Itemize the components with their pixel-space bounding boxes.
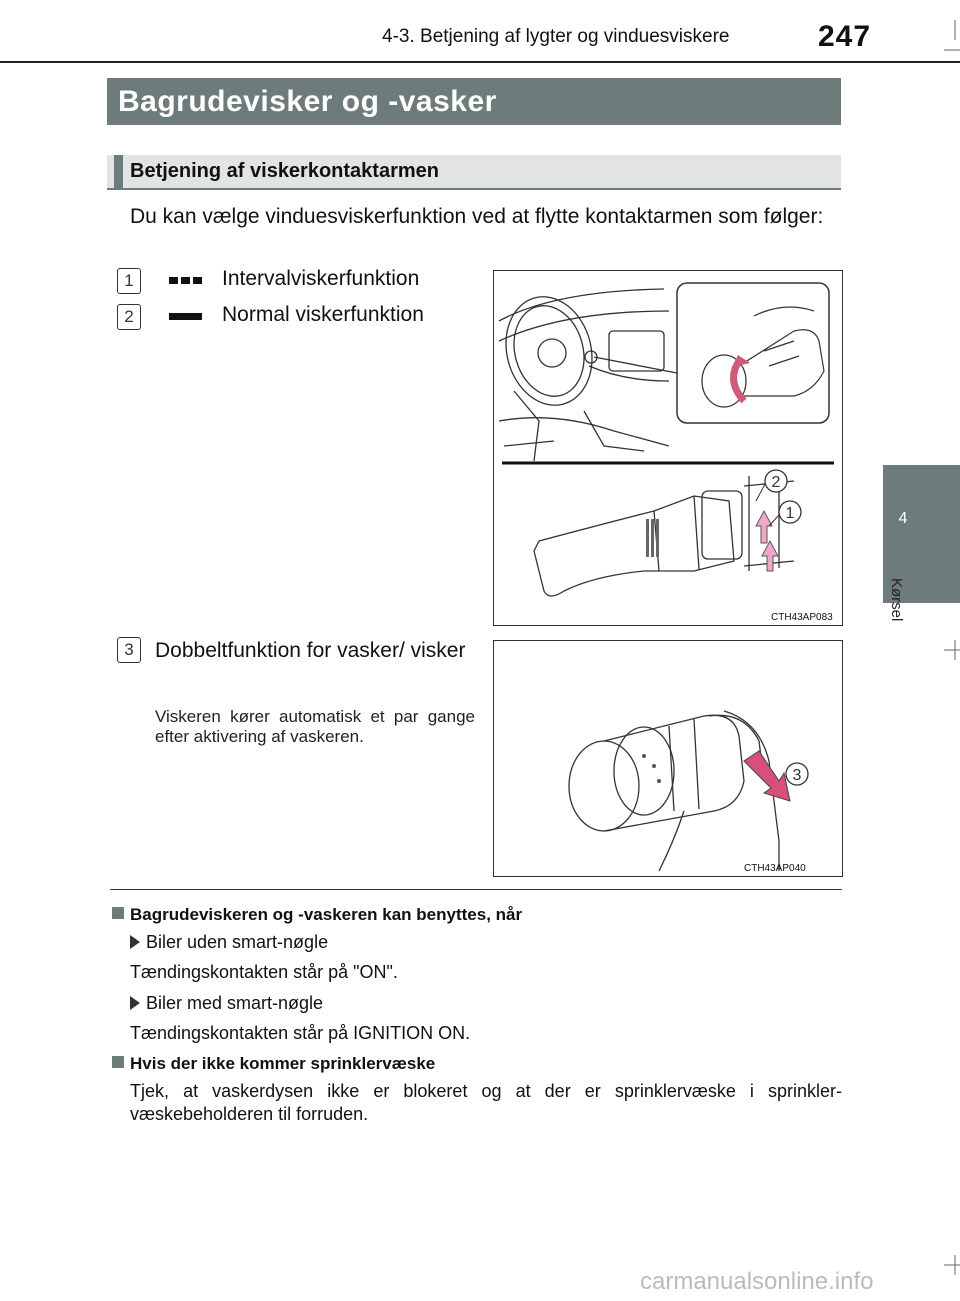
square-bullet-icon — [112, 907, 124, 919]
subtitle-marker — [114, 155, 123, 190]
note-heading-2: Hvis der ikke kommer sprinklervæske — [112, 1054, 435, 1074]
callout-2: 2 — [771, 474, 781, 491]
callout-3: 3 — [792, 767, 802, 784]
note-text-1: Tændingskontakten står på "ON". — [130, 962, 398, 982]
figure-washer-lever — [493, 640, 843, 877]
washer-lever-illustration — [494, 641, 842, 876]
item-description-3: Viskeren kører automatisk et par gange efter aktivering af vaskeren. — [155, 707, 475, 746]
page-number: 247 — [818, 20, 872, 53]
triangle-bullet-icon — [130, 935, 140, 949]
intro-paragraph: Du kan vælge vinduesviskerfunktion ved at flytte kontaktarmen som følger: — [130, 205, 824, 228]
section-header: 4-3. Betjening af lygter og vinduesviskere — [382, 26, 730, 47]
item-label-3: Dobbeltfunktion for vasker/ visker — [155, 639, 466, 662]
callout-1: 1 — [785, 505, 795, 522]
subtitle: Betjening af viskerkontaktarmen — [130, 160, 439, 182]
chapter-label: Kørsel — [888, 578, 905, 622]
note-bullet-1: Biler uden smart-nøgle — [130, 932, 328, 953]
figure-wiper-lever — [493, 270, 843, 626]
note-bullet-2: Biler med smart-nøgle — [130, 993, 323, 1014]
note-text-2: Tændingskontakten står på IGNITION ON. — [130, 1023, 471, 1043]
watermark: carmanualsonline.info — [640, 1268, 874, 1295]
item-number-2: 2 — [117, 304, 141, 330]
interval-dashes-icon — [169, 277, 203, 285]
normal-bar-icon — [169, 313, 203, 321]
note-heading-1: Bagrudeviskeren og -vaskeren kan benyttes, når — [112, 905, 522, 925]
chapter-number: 4 — [898, 510, 908, 527]
item-label-1: Intervalviskerfunktion — [222, 267, 420, 290]
item-number-3: 3 — [117, 637, 141, 663]
header-rule — [0, 61, 960, 63]
crop-marks — [930, 0, 960, 1301]
square-bullet-icon — [112, 1056, 124, 1068]
figure-code-1: CTH43AP083 — [771, 612, 833, 623]
item-number-1: 1 — [117, 268, 141, 294]
triangle-bullet-icon — [130, 996, 140, 1010]
item-label-2: Normal viskerfunktion — [222, 303, 424, 326]
note-text-3: Tjek, at vaskerdysen ikke er blokeret og at der er sprinklervæske i sprinkler-væskebeholderen til forruden. — [130, 1081, 842, 1124]
figure-code-2: CTH43AP040 — [744, 863, 806, 874]
notes-divider — [110, 889, 842, 890]
page-title: Bagrudevisker og -vasker — [118, 85, 497, 118]
dashboard-lever-illustration — [494, 271, 842, 625]
